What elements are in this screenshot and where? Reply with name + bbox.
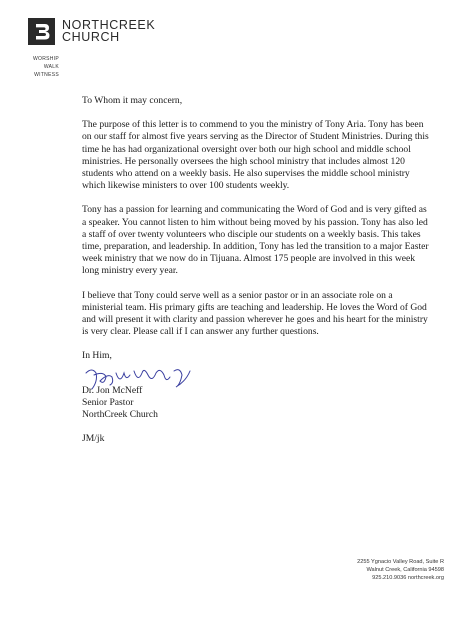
typist-initials: JM/jk: [82, 433, 105, 445]
signer-org: NorthCreek Church: [82, 409, 158, 421]
closing: In Him,: [82, 350, 112, 362]
tagline-worship: WORSHIP: [33, 56, 59, 62]
footer-address: [244, 558, 444, 582]
tagline: [31, 55, 59, 79]
logo-mark-icon: [28, 18, 55, 45]
church-logo: [28, 18, 178, 88]
church-name-line1: NORTHCREEK: [62, 18, 156, 32]
address-line-1: 2255 Ygnacio Valley Road, Suite R: [357, 559, 444, 565]
paragraph-1: The purpose of this letter is to commend to you the ministry of Tony Aria. Tony has been on our staff for almost five years serving as the Director of Student Ministries. During this time he has had organizational oversight over both our high school and middle school ministries. He personally oversees the high school ministry that includes almost 120 students who attend on a weekly basis. He also supervises the middle school ministry which likewise ministers to over 100 students weekly.: [82, 119, 429, 192]
handwritten-signature: [82, 363, 202, 399]
salutation: To Whom it may concern,: [82, 95, 183, 106]
paragraph-2: Tony has a passion for learning and communicating the Word of God and is very gifted as a speaker. You cannot listen to him without being moved by his passion. Tony has also led a staff of over twenty volunteers who disciple our students on a weekly basis. This takes time, preparation, and leadership. In addition, Tony has led the transition to a major Easter week ministry that we now do in Tijuana. Almost 175 people are involved in this week long ministry every year.: [82, 204, 429, 277]
tagline-walk: WALK: [43, 64, 59, 70]
signer-title: Senior Pastor: [82, 396, 134, 408]
church-name: [62, 19, 155, 43]
address-line-2: Walnut Creek, California 94598: [366, 567, 444, 573]
signer-name: Dr. Jon McNeff: [82, 384, 143, 396]
paragraph-3: I believe that Tony could serve well as a senior pastor or in an associate role on a ministerial team. His primary gifts are teaching and leadership. He loves the Word of God and will present it with clarity and passion wherever he goes and his heart for the ministry is very clear. Please call if I can answer any further questions.: [82, 289, 428, 338]
signature-block: [82, 385, 432, 446]
letter-body: [82, 95, 432, 445]
church-name-line2: CHURCH: [62, 30, 120, 44]
tagline-witness: WITNESS: [34, 72, 59, 78]
address-line-3: 925.210.9036 northcreek.org: [372, 575, 444, 581]
